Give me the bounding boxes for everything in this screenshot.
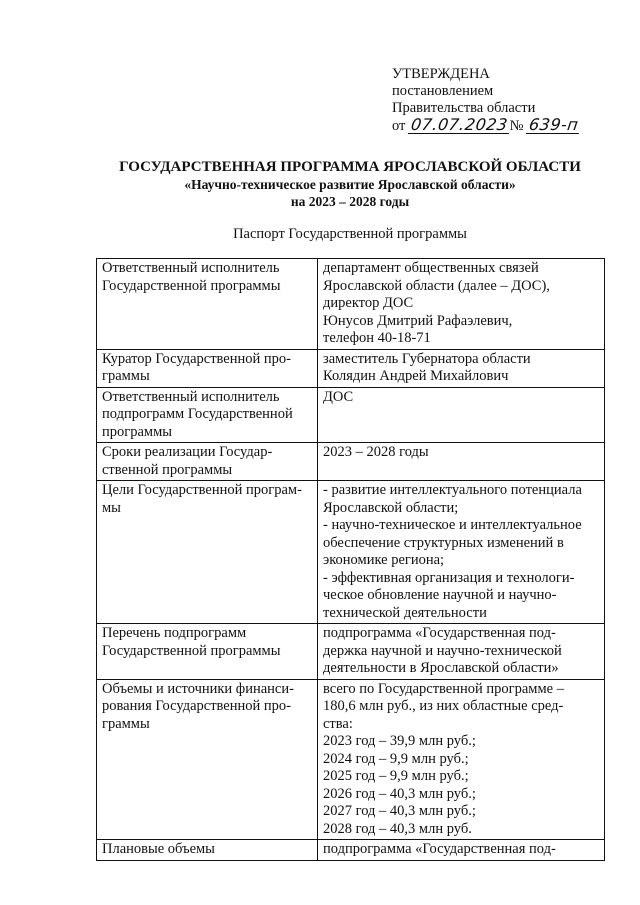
label-line: Сроки реализации Государ-: [102, 444, 273, 460]
value-line: Юнусов Дмитрий Рафаэлевич,: [323, 312, 513, 329]
value-line: ДОС: [323, 388, 354, 405]
passport-row: [97, 349, 605, 387]
value-line: телефон 40-18-71: [323, 330, 431, 346]
passport-table: [96, 258, 605, 861]
passport-row: [97, 679, 605, 840]
passport-row-label: [97, 387, 318, 443]
passport-row-label: [97, 349, 318, 387]
passport-row-value: [318, 349, 605, 387]
value-line: 2025 год – 9,9 млн руб.;: [323, 768, 469, 784]
label-line: рования Государственной про-: [102, 698, 291, 714]
passport-row-value: [318, 481, 605, 624]
passport-row-label: [97, 443, 318, 481]
value-line: Ярославской области (далее – ДОС),: [323, 277, 550, 294]
handwritten-date: 07.07.2023: [409, 115, 510, 134]
passport-row-value: [318, 259, 605, 350]
title-program-period: на 2023 – 2028 годы: [290, 194, 410, 209]
value-line: ческое обновление научной и научно-: [323, 587, 557, 603]
label-line: ственной программы: [102, 461, 233, 478]
passport-row: [97, 840, 605, 861]
value-line: Ярославской области;: [323, 499, 459, 516]
passport-row-value: [318, 679, 605, 840]
value-line: технической деятельности: [323, 604, 487, 621]
approval-line-resolution: постановлением: [392, 83, 494, 99]
label-line: граммы: [102, 368, 150, 384]
passport-row-label: [97, 259, 318, 350]
label-line: Государственной программы: [102, 642, 281, 659]
passport-row: [97, 624, 605, 680]
value-line: 2024 год – 9,9 млн руб.;: [323, 750, 469, 767]
passport-row-value: [318, 840, 605, 861]
label-line: Объемы и источники финанси-: [102, 680, 294, 697]
value-line: 180,6 млн руб., из них областные сред-: [323, 698, 564, 714]
passport-row-label: [97, 840, 318, 861]
number-prefix: №: [509, 118, 524, 134]
passport-row-label: [97, 624, 318, 680]
value-line: экономике региона;: [323, 552, 445, 568]
title-program-subtitle: «Научно-техническое развитие Ярославской области»: [184, 177, 516, 192]
passport-row: [97, 259, 605, 350]
passport-heading: Паспорт Государственной программы: [233, 226, 467, 242]
value-line: всего по Государственной программе –: [323, 680, 564, 697]
label-line: граммы: [102, 715, 150, 732]
approval-date-line: [392, 117, 580, 135]
approval-stamp: [392, 66, 580, 135]
value-line: - развитие интеллектуального потенциала: [323, 482, 582, 498]
passport-row-label: [97, 481, 318, 624]
passport-row: [97, 387, 605, 443]
value-line: 2027 год – 40,3 млн руб.;: [323, 803, 476, 819]
label-line: Цели Государственной програм-: [102, 482, 302, 498]
date-prefix: от: [392, 118, 406, 134]
value-line: обеспечение структурных изменений в: [323, 534, 564, 551]
passport-row: [97, 481, 605, 624]
value-line: директор ДОС: [323, 295, 414, 311]
label-line: Перечень подпрограмм: [102, 625, 247, 641]
handwritten-number: 639-п: [527, 115, 580, 134]
label-line: программы: [102, 423, 172, 440]
value-line: 2026 год – 40,3 млн руб.;: [323, 785, 476, 802]
value-line: 2023 год – 39,9 млн руб.;: [323, 733, 476, 749]
document-title: [95, 158, 605, 210]
label-line: Ответственный исполнитель: [102, 388, 280, 405]
approval-line-government: Правительства области: [392, 100, 536, 116]
value-line: подпрограмма «Государственная под-: [323, 625, 556, 641]
label-line: Ответственный исполнитель: [102, 260, 280, 276]
value-line: 2028 год – 40,3 млн руб.: [323, 820, 472, 837]
passport-row-value: [318, 387, 605, 443]
value-line: - научно-техническое и интеллектуальное: [323, 517, 582, 533]
passport-row-label: [97, 679, 318, 840]
value-line: держка научной и научно-технической: [323, 642, 562, 659]
value-line: подпрограмма «Государственная под-: [323, 841, 556, 857]
value-line: деятельности в Ярославской области»: [323, 660, 559, 676]
approval-line-approved: УТВЕРЖДЕНА: [392, 66, 490, 82]
value-line: заместитель Губернатора области: [323, 350, 531, 367]
passport-row-value: [318, 443, 605, 481]
label-line: Плановые объемы: [102, 841, 215, 857]
label-line: Государственной программы: [102, 277, 281, 294]
label-line: мы: [102, 499, 121, 516]
label-line: Куратор Государственной про-: [102, 350, 291, 367]
value-line: департамент общественных связей: [323, 260, 539, 276]
value-line: - эффективная организация и технологи-: [323, 569, 575, 586]
value-line: 2023 – 2028 годы: [323, 444, 429, 460]
passport-row-value: [318, 624, 605, 680]
value-line: Колядин Андрей Михайлович: [323, 368, 509, 384]
title-program-name: ГОСУДАРСТВЕННАЯ ПРОГРАММА ЯРОСЛАВСКОЙ ОБЛАСТИ: [119, 159, 581, 175]
value-line: ства:: [323, 715, 353, 732]
passport-row: [97, 443, 605, 481]
label-line: подпрограмм Государственной: [102, 406, 293, 422]
